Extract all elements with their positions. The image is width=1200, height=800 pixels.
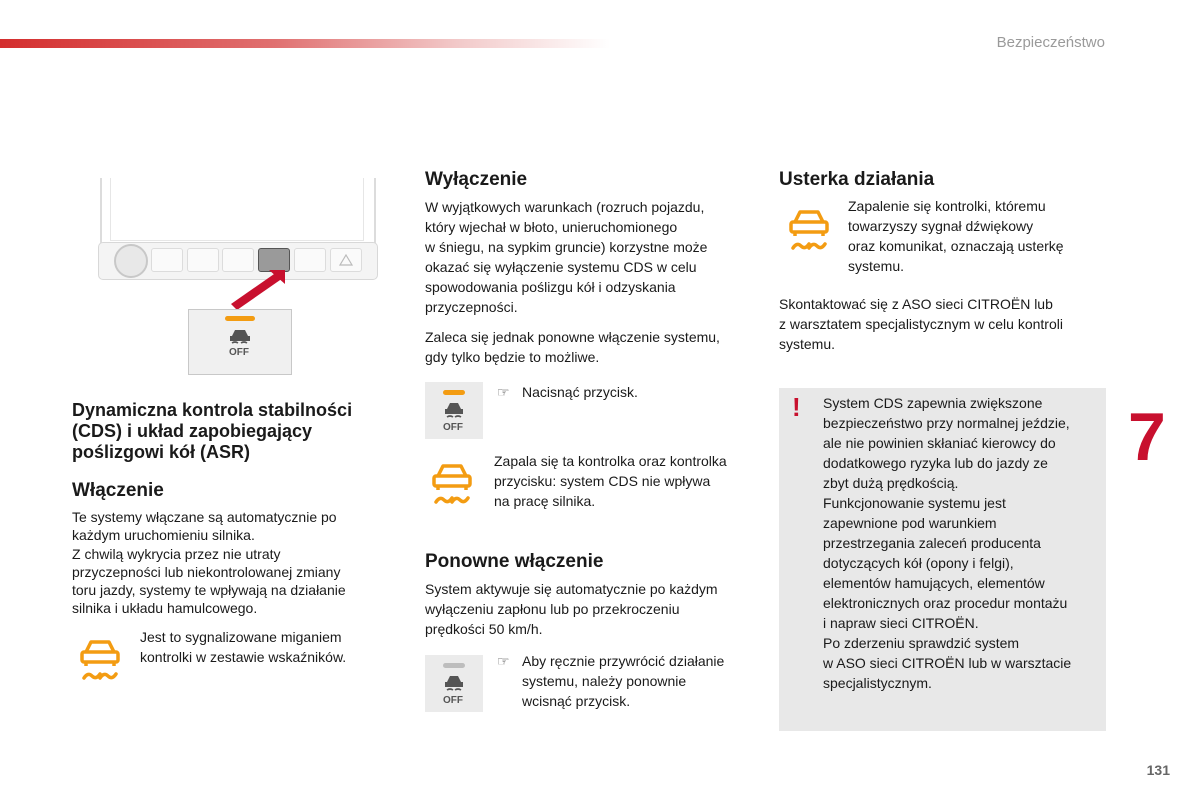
text-line: wyłączeniu zapłonu lub po przekroczeniu bbox=[425, 601, 680, 617]
contact-text bbox=[779, 294, 1119, 354]
dashboard-button bbox=[222, 248, 254, 272]
button-led-orange bbox=[225, 316, 255, 321]
skid-car-icon bbox=[227, 326, 253, 348]
text-line: dotyczących kół (opony i felgi), bbox=[823, 555, 1014, 571]
button-led-gray bbox=[443, 663, 465, 668]
dashboard-button bbox=[294, 248, 326, 272]
text-line: ale nie powinien skłaniać kierowcy do bbox=[823, 435, 1056, 451]
text-line: silnika i układu hamulcowego. bbox=[72, 600, 258, 617]
heading-enable: Włączenie bbox=[72, 480, 164, 501]
text-line: spowodowania poślizgu kół i odzyskania bbox=[425, 279, 676, 295]
text-line: bezpieczeństwo przy normalnej jeździe, bbox=[823, 415, 1070, 431]
section-title: Bezpieczeństwo bbox=[996, 34, 1105, 51]
header-accent-bar bbox=[0, 39, 610, 48]
text-line: który wjechał w błoto, unieruchomionego bbox=[425, 219, 678, 235]
text-line: systemu. bbox=[779, 336, 836, 352]
text-line: toru jazdy, systemy te wpływają na działanie bbox=[72, 582, 346, 599]
dashboard-screen bbox=[110, 178, 364, 241]
text-line: Jest to sygnalizowane miganiem bbox=[140, 629, 342, 645]
fault-text bbox=[848, 196, 1108, 276]
text-line: przyczepności lub niekontrolowanej zmiany bbox=[72, 563, 341, 580]
off-label: OFF bbox=[443, 695, 463, 706]
text-line: zbyt dużą prędkością. bbox=[823, 475, 959, 491]
text-line: dodatkowego ryzyka lub do jazdy ze bbox=[823, 455, 1048, 471]
text-line: przestrzegania zaleceń producenta bbox=[823, 535, 1041, 551]
text-line: zapewnione pod warunkiem bbox=[823, 515, 997, 531]
text-line: kontrolki w zestawie wskaźników. bbox=[140, 649, 347, 665]
text-line: wcisnąć przycisk. bbox=[522, 693, 631, 709]
text-line: Zapala się ta kontrolka oraz kontrolka bbox=[494, 453, 727, 469]
text-line: każdym uruchomieniu silnika. bbox=[72, 527, 255, 544]
off-label: OFF bbox=[229, 347, 249, 358]
text-line: Zapalenie się kontrolki, któremu bbox=[848, 198, 1046, 214]
bullet-hand-icon: ☞ bbox=[497, 384, 510, 400]
text-line: Te systemy włączane są automatycznie po bbox=[72, 509, 337, 525]
cds-off-button-closeup bbox=[188, 309, 292, 375]
text-line: w ASO sieci CITROËN lub w warsztacie bbox=[823, 655, 1072, 671]
skid-warning-lamp-icon bbox=[785, 204, 833, 254]
volume-knob-icon bbox=[114, 244, 148, 278]
text-line: Aby ręcznie przywrócić działanie bbox=[522, 653, 725, 669]
text-line: towarzyszy sygnał dźwiękowy bbox=[848, 218, 1034, 234]
cds-off-dashboard-button bbox=[258, 248, 290, 272]
text-line: specjalistycznym. bbox=[823, 675, 932, 691]
text-line: systemu, należy ponownie bbox=[522, 673, 687, 689]
lamp-text bbox=[494, 451, 769, 511]
heading-reenable: Ponowne włączenie bbox=[425, 551, 604, 572]
skid-warning-lamp-icon bbox=[428, 458, 476, 508]
indicator-text bbox=[140, 627, 400, 667]
button-led-orange bbox=[443, 390, 465, 395]
text-line: okazać się wyłączenie systemu CDS w celu bbox=[425, 259, 697, 275]
cds-on-button-icon bbox=[425, 655, 483, 712]
text-line: Po zderzeniu sprawdzić system bbox=[823, 635, 1020, 651]
disable-text bbox=[425, 197, 765, 317]
hazard-triangle-icon bbox=[331, 249, 361, 271]
skid-car-icon bbox=[443, 673, 465, 693]
text-line: System aktywuje się automatycznie po każdym bbox=[425, 581, 718, 597]
text-line: elementów hamujących, elementów bbox=[823, 575, 1045, 591]
text-line: prędkości 50 km/h. bbox=[425, 621, 543, 637]
text-line: systemu. bbox=[848, 258, 905, 274]
text-line: Funkcjonowanie systemu jest bbox=[823, 495, 1006, 511]
safety-note-text bbox=[823, 393, 1103, 693]
text-line: Zaleca się jednak ponowne włączenie systemu, bbox=[425, 329, 720, 345]
text-line: oraz komunikat, oznaczają usterkę bbox=[848, 238, 1064, 254]
press-button-text: Nacisnąć przycisk. bbox=[522, 384, 638, 400]
text-line: w śniegu, na sypkim gruncie) korzystne może bbox=[425, 239, 708, 255]
text-line: przyczepności. bbox=[425, 299, 518, 315]
cds-off-button-icon bbox=[425, 382, 483, 439]
hazard-button bbox=[330, 248, 362, 272]
heading-fault: Usterka działania bbox=[779, 169, 935, 190]
text-line: i napraw sieci CITROËN. bbox=[823, 615, 979, 631]
manual-reenable-text bbox=[522, 651, 772, 711]
text-line: W wyjątkowych warunkach (rozruch pojazdu, bbox=[425, 199, 705, 215]
text-line: na pracę silnika. bbox=[494, 493, 596, 509]
dashboard-button bbox=[187, 248, 219, 272]
skid-car-icon bbox=[443, 400, 465, 420]
main-heading: Dynamiczna kontrola stabilności (CDS) i układ zapobiegający poślizgowi kół (ASR) bbox=[72, 400, 353, 462]
page-number: 131 bbox=[1146, 762, 1170, 778]
dashboard-button bbox=[151, 248, 183, 272]
skid-warning-lamp-icon bbox=[76, 634, 124, 684]
off-label: OFF bbox=[443, 422, 463, 433]
text-line: Skontaktować się z ASO sieci CITROËN lub bbox=[779, 296, 1053, 312]
chapter-number: 7 bbox=[1128, 399, 1166, 475]
text-line: gdy tylko będzie to możliwe. bbox=[425, 349, 600, 365]
reenable-text bbox=[425, 579, 765, 639]
heading-disable: Wyłączenie bbox=[425, 169, 528, 190]
text-line: elektronicznych oraz procedur montażu bbox=[823, 595, 1068, 611]
text-line: z warsztatem specjalistycznym w celu kontroli bbox=[779, 316, 1063, 332]
bullet-hand-icon: ☞ bbox=[497, 653, 510, 669]
enable-text bbox=[72, 508, 402, 618]
text-line: Z chwilą wykrycia przez nie utraty bbox=[72, 545, 281, 562]
text-line: System CDS zapewnia zwiększone bbox=[823, 395, 1043, 411]
recommend-text bbox=[425, 327, 765, 367]
text-line: przycisku: system CDS nie wpływa bbox=[494, 473, 711, 489]
warning-exclamation-icon: ! bbox=[792, 392, 801, 422]
pointer-arrow-icon bbox=[225, 270, 285, 312]
